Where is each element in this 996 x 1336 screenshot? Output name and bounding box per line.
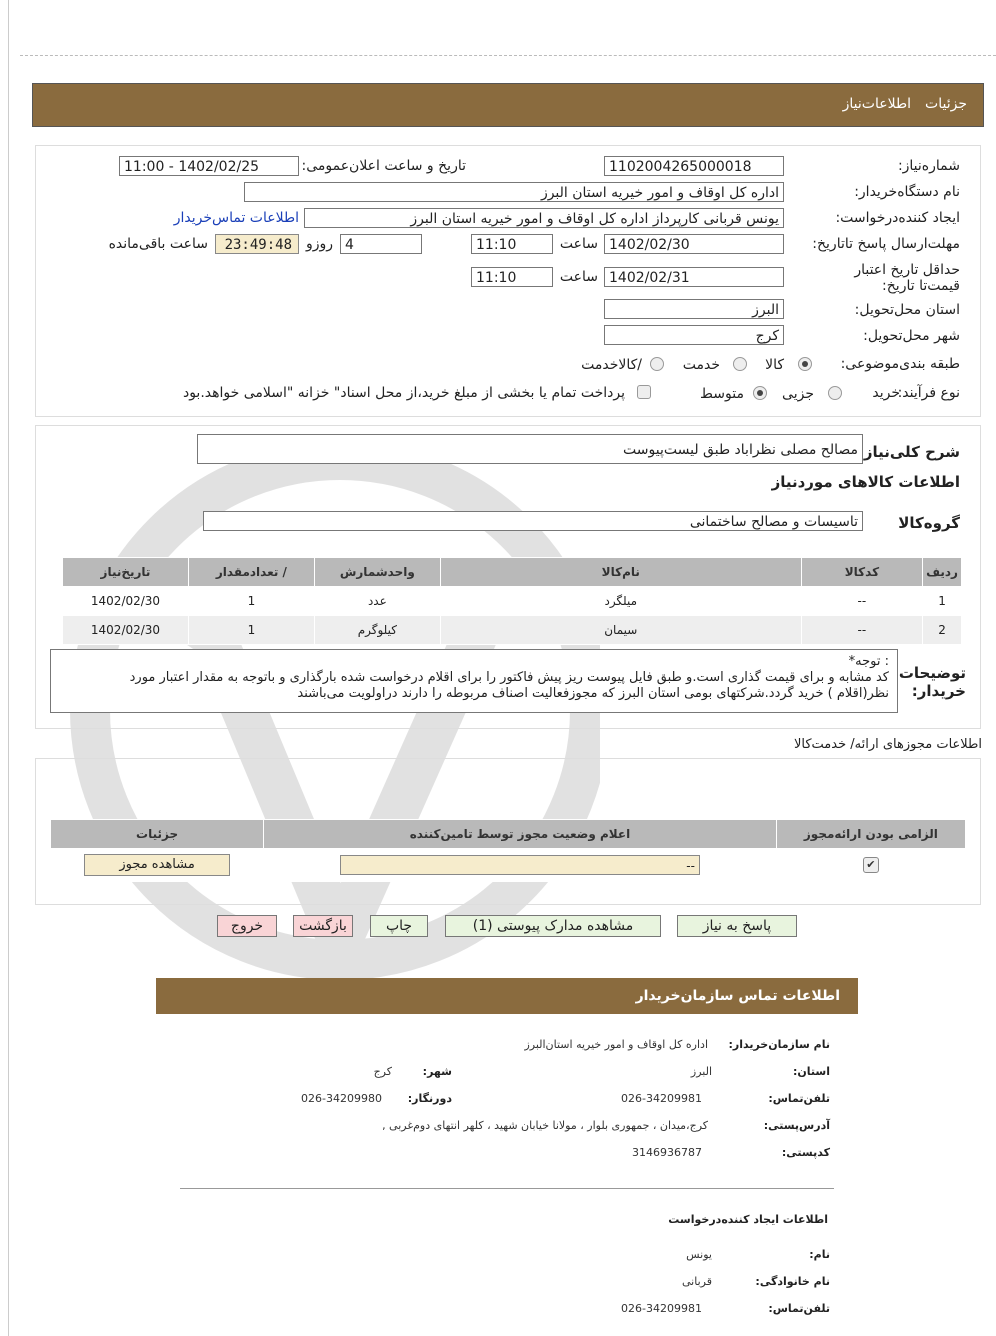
- table-row[interactable]: [63, 587, 962, 616]
- cell-permit-details: [51, 849, 264, 882]
- process-partial-label: جزیی: [782, 386, 814, 402]
- validity-hour-label: ساعت: [559, 269, 598, 285]
- items-table: [62, 557, 962, 645]
- need-number-field: 1102004265000018: [604, 156, 784, 176]
- print-button[interactable]: چاپ: [370, 915, 428, 937]
- deadline-time-field: 11:10: [471, 234, 553, 254]
- contact-org-value: اداره کل اوقاف و امور خیریه استان‌البرز: [524, 1038, 708, 1051]
- cell-date: 1402/02/30: [63, 587, 189, 616]
- permits-table: [50, 819, 966, 882]
- creator-name-label: نام:: [809, 1248, 830, 1261]
- col-date: تاریخ‌نیاز: [63, 558, 189, 587]
- cell-name: میلگرد: [440, 587, 801, 616]
- tab-details[interactable]: جزئیات: [925, 96, 967, 112]
- remaining-label: ساعت باقی‌مانده: [108, 236, 208, 252]
- summary-field: مصالح مصلی نظراباد طبق لیست‌پیوست: [197, 434, 863, 464]
- cell-row: 1: [923, 587, 962, 616]
- process-medium-radio[interactable]: [753, 386, 767, 400]
- contact-province-label: استان:: [793, 1065, 830, 1078]
- contact-fax-label: دورنگار:: [407, 1092, 452, 1105]
- province-field: البرز: [604, 299, 784, 319]
- permit-status-field[interactable]: --: [340, 855, 700, 875]
- contact-city-value: کرج: [373, 1065, 392, 1078]
- contact-phone-label: تلفن‌تماس:: [768, 1092, 830, 1105]
- validity-label: حداقل تاریخ اعتبار قیمت‌تا تاریخ:: [854, 262, 960, 294]
- contact-phone-value: 026-34209981: [621, 1092, 702, 1105]
- process-label: نوع فرآیند:: [897, 385, 960, 401]
- cell-permit-required: [776, 849, 965, 882]
- col-permit-details: جزئیات: [51, 820, 264, 849]
- requester-label: ایجاد کننده‌درخواست:: [835, 210, 960, 226]
- permit-required-checkbox[interactable]: ✔: [863, 857, 879, 873]
- contact-divider: [180, 1188, 834, 1189]
- contact-org-label: نام سازمان‌خریدار:: [728, 1038, 830, 1051]
- header-bar: [32, 83, 984, 127]
- contact-city-label: شهر:: [422, 1065, 452, 1078]
- notes-line-3: نظر(اقلام ) خرید گردد.شرکتهای بومی استان البرز که مجوزفعالیت اصناف مربوطه را دارند دراولویت می‌باشند: [297, 686, 889, 701]
- cell-qty: 1: [188, 587, 314, 616]
- col-row: ردیف: [923, 558, 962, 587]
- validity-date-field: 1402/02/31: [604, 267, 784, 287]
- goods-group-label: گروه‌کالا: [898, 514, 960, 532]
- creator-family-value: قربانی: [682, 1275, 712, 1288]
- buyer-org-field: اداره کل اوقاف و امور خیریه استان البرز: [244, 182, 784, 202]
- cell-code: --: [801, 616, 922, 645]
- category-service-radio[interactable]: [733, 357, 747, 371]
- creator-title: اطلاعات ایجاد کننده‌درخواست: [668, 1213, 828, 1226]
- cell-permit-status: [264, 849, 777, 882]
- buyer-notes-label: توضیحات خریدار:: [898, 664, 966, 700]
- col-qty: / تعداد‌مقدار: [188, 558, 314, 587]
- creator-name-value: یونس: [686, 1248, 712, 1261]
- cell-qty: 1: [188, 616, 314, 645]
- notes-line-1: : توجه*: [848, 654, 889, 669]
- creator-family-label: نام خانوادگی:: [755, 1275, 830, 1288]
- contact-province-value: البرز: [690, 1065, 712, 1078]
- items-table-header: [63, 558, 962, 587]
- table-row[interactable]: [63, 616, 962, 645]
- days-label: روزو: [305, 236, 333, 252]
- notes-line-2: کد مشابه و برای قیمت گذاری است.و طبق فایل پیوست ریز پیش فاکتور را برای اقلام درخواست شده بارگذاری و باتوجه به مقدار اعتبار مورد: [129, 670, 889, 685]
- treasury-note: پرداخت تمام یا بخشی از مبلغ خرید،از محل اسناد" خزانه "اسلامی خواهد.بود: [182, 385, 625, 401]
- back-button[interactable]: بازگشت: [293, 915, 353, 937]
- process-medium-label: متوسط: [700, 386, 744, 402]
- treasury-checkbox[interactable]: [637, 385, 651, 399]
- table-row: [51, 849, 966, 882]
- province-label: استان محل‌تحویل:: [854, 302, 960, 318]
- view-permit-button[interactable]: مشاهده مجوز: [84, 854, 230, 876]
- creator-phone-label: تلفن‌تماس:: [768, 1302, 830, 1315]
- col-permit-status: اعلام وضعیت مجوز توسط تامین‌کننده: [264, 820, 777, 849]
- buyer-notes-box: [50, 649, 898, 713]
- cell-row: 2: [923, 616, 962, 645]
- deadline-hour-label: ساعت: [559, 236, 598, 252]
- cell-name: سیمان: [440, 616, 801, 645]
- view-documents-button[interactable]: مشاهده مدارک پیوستی (1): [445, 915, 661, 937]
- left-border-line: [8, 0, 9, 1336]
- buyer-org-label: نام دستگاه‌خریدار:: [854, 184, 960, 200]
- deadline-date-field: 1402/02/30: [604, 234, 784, 254]
- cell-date: 1402/02/30: [63, 616, 189, 645]
- remaining-time-field: 23:49:48: [215, 234, 299, 254]
- creator-phone-value: 026-34209981: [621, 1302, 702, 1315]
- category-goods-radio[interactable]: [798, 357, 812, 371]
- respond-button[interactable]: پاسخ به نیاز: [677, 915, 797, 937]
- exit-button[interactable]: خروج: [217, 915, 277, 937]
- process-buy-label: خرید: [872, 385, 900, 401]
- col-code: کدکالا: [801, 558, 922, 587]
- summary-label: شرح کلی‌نیاز: [863, 443, 960, 461]
- goods-info-title: اطلاعات کالاهای موردنیاز: [771, 473, 960, 491]
- tab-need-info[interactable]: اطلاعات‌نیاز: [842, 96, 911, 112]
- top-divider: [20, 55, 996, 56]
- category-service-label: خدمت: [682, 357, 720, 373]
- cell-unit: عدد: [314, 587, 440, 616]
- city-field: کرج: [604, 325, 784, 345]
- category-both-radio[interactable]: [650, 357, 664, 371]
- contact-title: اطلاعات تماس سازمان‌خریدار: [635, 988, 840, 1004]
- announce-label: تاریخ و ساعت اعلان‌عمومی:: [301, 158, 466, 174]
- cell-unit: کیلوگرم: [314, 616, 440, 645]
- cell-code: --: [801, 587, 922, 616]
- deadline-label: مهلت‌ارسال پاسخ تا‌تاریخ:: [812, 236, 960, 252]
- col-name: نام‌کالا: [440, 558, 801, 587]
- permits-table-header: [51, 820, 966, 849]
- contact-address-label: آدرس‌پستی:: [763, 1119, 830, 1132]
- goods-group-field: تاسیسات و مصالح ساختمانی: [203, 511, 863, 531]
- process-partial-radio[interactable]: [828, 386, 842, 400]
- category-goods-label: کالا: [765, 357, 784, 373]
- contact-postal-value: 3146936787: [632, 1146, 702, 1159]
- requester-field: یونس قربانی کارپرداز اداره کل اوقاف و امور خیریه استان البرز: [304, 208, 784, 228]
- announce-field: 1402/02/25 - 11:00: [119, 156, 299, 176]
- need-number-label: شماره‌نیاز:: [897, 158, 960, 174]
- contact-address-value: کرج،میدان ، جمهوری بلوار ، مولانا خیابان شهید ، کلهر انتهای دوم‌غربی ,: [382, 1119, 708, 1132]
- validity-time-field: 11:10: [471, 267, 553, 287]
- contact-postal-label: کد‌پستی:: [781, 1146, 830, 1159]
- days-field: 4: [340, 234, 422, 254]
- category-label: طبقه بندی‌موضوعی:: [840, 356, 960, 372]
- col-unit: واحد‌شمارش: [314, 558, 440, 587]
- contact-header: [156, 978, 858, 1014]
- city-label: شهر محل‌تحویل:: [863, 328, 960, 344]
- category-both-label: /کالا‌خدمت: [581, 357, 642, 373]
- col-permit-required: الزامی بودن ارائه‌مجوز: [776, 820, 965, 849]
- permits-title: اطلاعات مجوزهای ارائه/ خدمت‌کالا: [793, 737, 982, 752]
- buyer-contact-link[interactable]: اطلاعات تماس‌خریدار: [173, 210, 299, 226]
- contact-fax-value: 026-34209980: [301, 1092, 382, 1105]
